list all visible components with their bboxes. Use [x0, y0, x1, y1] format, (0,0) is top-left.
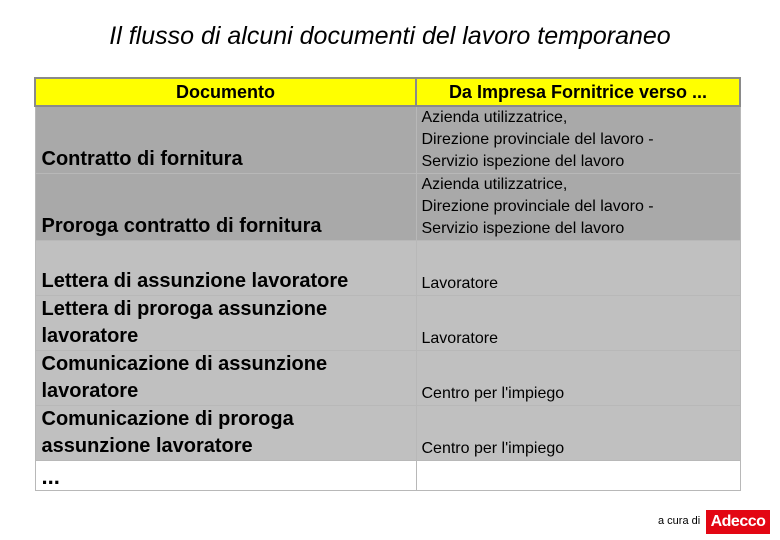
table-row: [35, 406, 740, 461]
cell-line: Comunicazione di proroga: [41, 408, 294, 430]
cell-line: Direzione provinciale del lavoro -: [421, 131, 654, 148]
cell-line: Direzione provinciale del lavoro -: [421, 198, 654, 215]
header-verso: Da Impresa Fornitrice verso ...: [416, 78, 740, 106]
cell-line: Azienda utilizzatrice,: [421, 109, 568, 126]
cell-line: Comunicazione di assunzione: [41, 353, 328, 375]
cell-line: Servizio ispezione del lavoro: [421, 153, 625, 170]
cell-documento: [35, 406, 416, 461]
cell-verso: [416, 296, 740, 351]
table-row: [35, 296, 740, 351]
cell-documento: [35, 106, 416, 174]
cell-documento: [35, 461, 416, 491]
cell-line: Lettera di assunzione lavoratore: [41, 270, 349, 292]
table-row: [35, 461, 740, 491]
cell-documento: [35, 241, 416, 296]
table-row: [35, 241, 740, 296]
cell-line: Centro per l'impiego: [421, 385, 565, 402]
page-title: Il flusso di alcuni documenti del lavoro temporaneo: [109, 22, 671, 50]
credit-text: a cura di: [658, 515, 701, 527]
cell-documento: [35, 296, 416, 351]
table-header-row: [35, 78, 740, 106]
cell-documento: [35, 174, 416, 241]
cell-verso: [416, 351, 740, 406]
cell-line: Proroga contratto di fornitura: [41, 215, 322, 237]
cell-line: lavoratore: [41, 325, 139, 347]
cell-line: Azienda utilizzatrice,: [421, 176, 568, 193]
cell-line: Centro per l'impiego: [421, 440, 565, 457]
cell-documento: [35, 351, 416, 406]
cell-line: Contratto di fornitura: [41, 148, 243, 170]
table-row: [35, 351, 740, 406]
adecco-logo: Adecco: [706, 510, 770, 534]
cell-line: Lavoratore: [421, 330, 498, 347]
cell-line: Lettera di proroga assunzione: [41, 298, 328, 320]
table-row: [35, 174, 740, 241]
cell-line: Lavoratore: [421, 275, 498, 292]
documents-table: [34, 77, 741, 491]
cell-verso: [416, 241, 740, 296]
cell-line: assunzione lavoratore: [41, 435, 253, 457]
cell-verso: [416, 106, 740, 174]
table-row: [35, 106, 740, 174]
ellipsis-text: ...: [41, 464, 60, 489]
cell-verso: [416, 406, 740, 461]
header-documento: Documento: [35, 78, 416, 106]
cell-line: Servizio ispezione del lavoro: [421, 220, 625, 237]
cell-line: lavoratore: [41, 380, 139, 402]
cell-verso: [416, 461, 740, 491]
cell-verso: [416, 174, 740, 241]
